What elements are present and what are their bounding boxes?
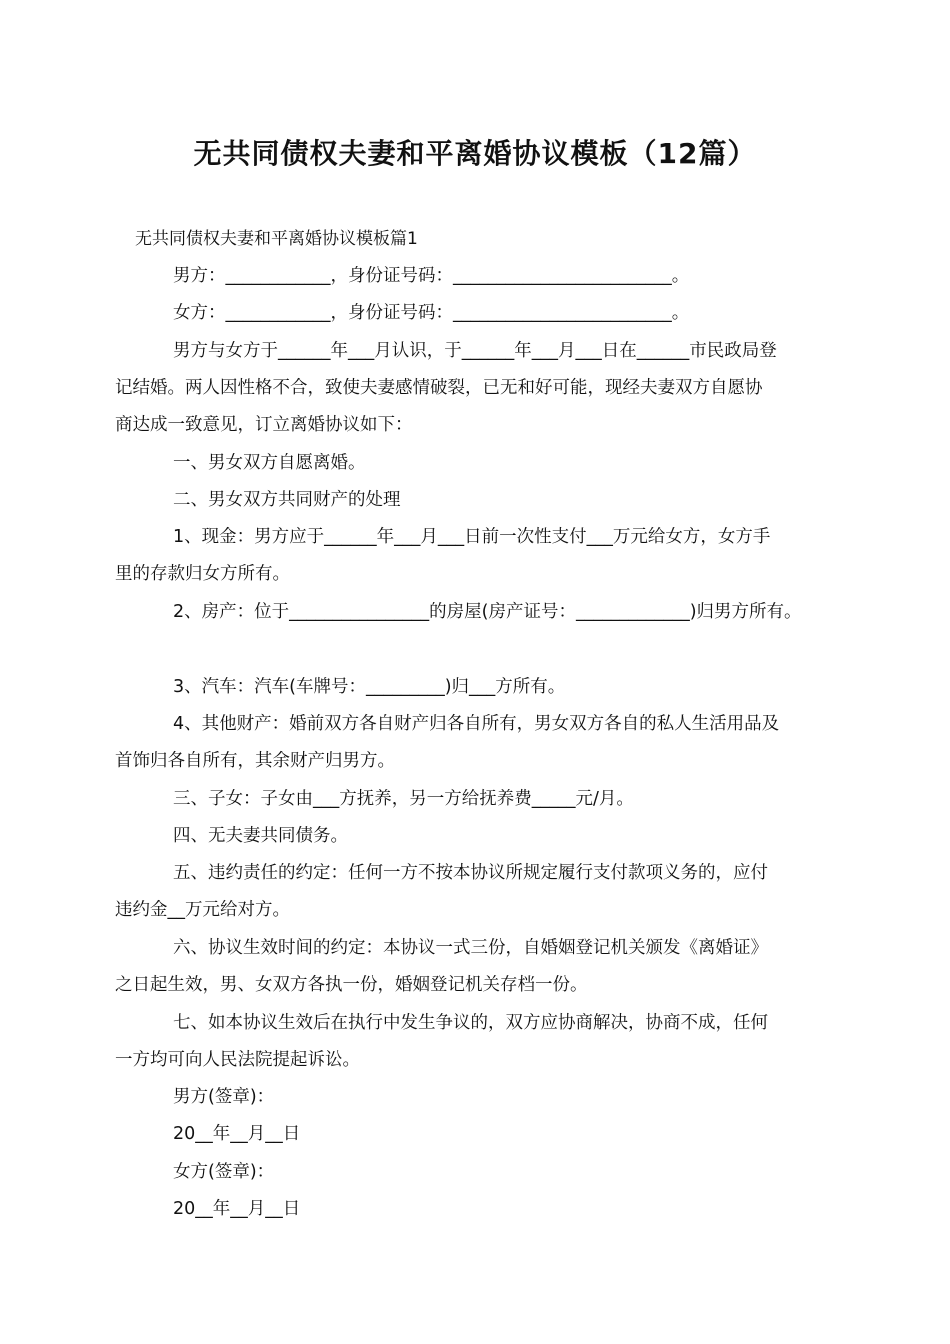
male-signature: 男方(签章)： [173,1087,275,1107]
clause-effective-line-1: 六、协议生效时间的约定：本协议一式三份，自婚姻登记机关颁发《离婚证》 [173,938,768,958]
clause-car: 3、汽车：汽车(车牌号：_________)归___方所有。 [173,677,566,697]
female-signature: 女方(签章)： [173,1162,275,1182]
clause-divorce: 一、男女双方自愿离婚。 [173,453,366,473]
clause-effective-line-2: 之日起生效，男、女双方各执一份，婚姻登记机关存档一份。 [115,975,588,995]
female-signature-date: 20__年__月__日 [173,1199,301,1219]
clause-breach-line-1: 五、违约责任的约定：任何一方不按本协议所规定履行支付款项义务的，应付 [173,863,768,883]
clause-cash-line-2: 里的存款归女方所有。 [115,564,290,584]
female-info-line: 女方：____________，身份证号码：_________________________。 [173,303,690,323]
clause-dispute-line-1: 七、如本协议生效后在执行中发生争议的，双方应协商解决，协商不成，任何 [173,1013,768,1033]
clause-debt: 四、无夫妻共同债务。 [173,826,348,846]
section-subtitle: 无共同债权夫妻和平离婚协议模板篇1 [135,229,418,249]
clause-house: 2、房产：位于________________的房屋(房产证号：_____________)归男方所有。 [173,602,802,622]
male-signature-date: 20__年__月__日 [173,1124,301,1144]
document-title: 无共同债权夫妻和平离婚协议模板（12篇） [193,137,757,170]
clause-property-heading: 二、男女双方共同财产的处理 [173,490,401,510]
clause-other-line-1: 4、其他财产：婚前双方各自财产归各自所有，男女双方各自的私人生活用品及 [173,714,780,734]
male-info-line: 男方：____________，身份证号码：_________________________。 [173,266,690,286]
intro-paragraph-line-2: 记结婚。两人因性格不合，致使夫妻感情破裂，已无和好可能，现经夫妻双方自愿协 [115,378,763,398]
clause-other-line-2: 首饰归各自所有，其余财产归男方。 [115,751,395,771]
intro-paragraph-line-3: 商达成一致意见，订立离婚协议如下： [115,415,413,435]
clause-dispute-line-2: 一方均可向人民法院提起诉讼。 [115,1050,360,1070]
clause-children: 三、子女：子女由___方抚养，另一方给抚养费_____元/月。 [173,789,634,809]
clause-cash-line-1: 1、现金：男方应于______年___月___日前一次性支付___万元给女方，女方手 [173,527,771,547]
intro-paragraph-line-1: 男方与女方于______年___月认识，于______年___月___日在______市民政局登 [173,341,777,361]
clause-breach-line-2: 违约金__万元给对方。 [115,900,290,920]
